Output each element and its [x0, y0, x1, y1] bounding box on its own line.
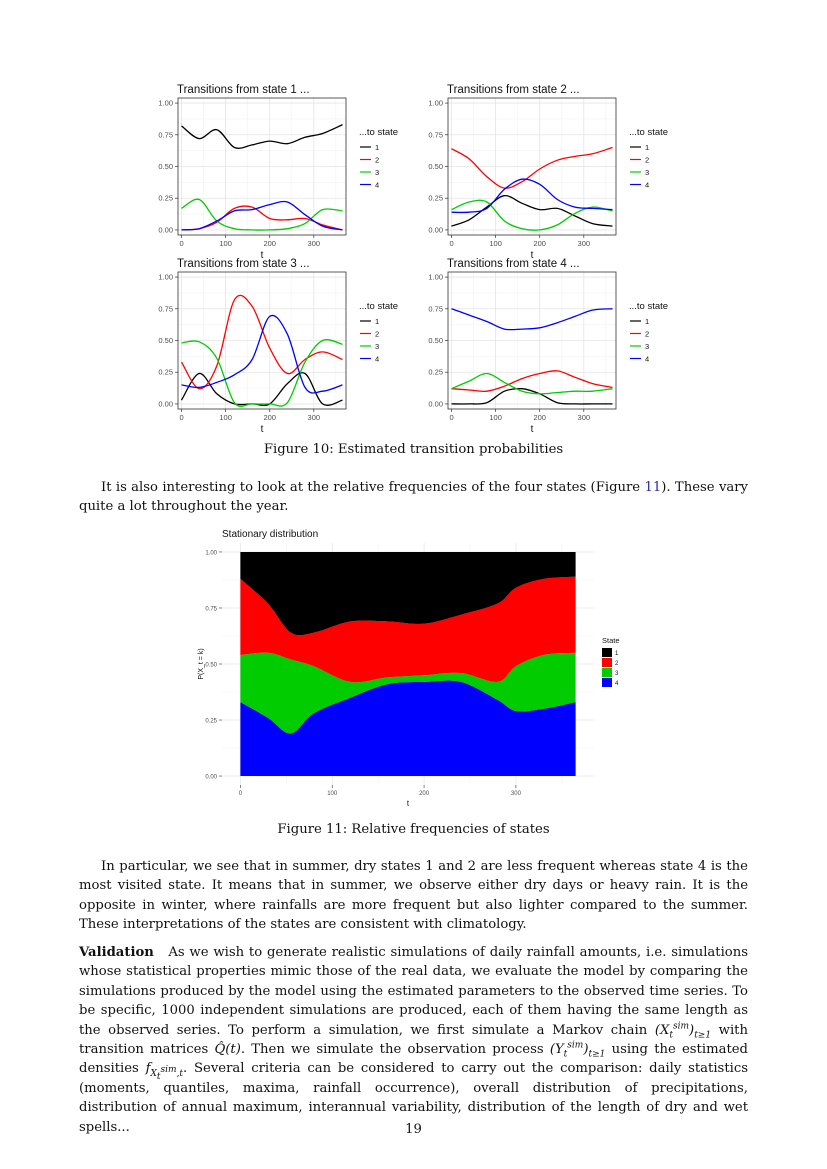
y-tick-label: 0.25	[205, 718, 217, 725]
legend-label-1: 1	[645, 143, 650, 152]
y-tick-label: 0.25	[158, 367, 173, 377]
x-tick-label: 100	[489, 413, 502, 422]
x-tick-label: 100	[489, 239, 502, 248]
y-tick-label: 0.50	[158, 336, 173, 345]
legend-title: State	[602, 636, 620, 645]
paragraph-intro-fig11: It is also interesting to look at the relative frequencies of the four states (Figure 11). These vary quite a lot throughout the year.	[79, 480, 749, 515]
y-tick-label: 0.25	[428, 193, 443, 203]
x-tick-label: 0	[179, 413, 184, 422]
legend-key-3	[602, 668, 612, 677]
y-tick-label: 0.25	[158, 193, 173, 203]
legend-key-1	[602, 648, 612, 657]
chart-title: Stationary distribution	[222, 529, 319, 540]
y-tick-label: 1.00	[428, 98, 443, 108]
panel-title: Transitions from state 2 ...	[447, 84, 580, 96]
y-tick-label: 1.00	[205, 550, 217, 557]
legend-title: ...to state	[629, 127, 669, 138]
validation-heading: Validation	[79, 945, 154, 960]
legend-title: ...to state	[359, 127, 399, 138]
y-tick-label: 0.75	[428, 130, 443, 140]
x-axis-label: t	[530, 250, 534, 261]
figure-11-ref[interactable]: 11	[644, 480, 662, 495]
x-tick-label: 200	[533, 413, 546, 422]
legend-label-3: 3	[375, 342, 380, 351]
figure-11	[0, 525, 827, 815]
legend-key-2	[602, 658, 612, 667]
legend-label-1: 1	[375, 317, 380, 326]
y-tick-label: 0.50	[428, 336, 443, 345]
stationary-distribution-chart	[198, 529, 620, 808]
panel-title: Transitions from state 1 ...	[177, 84, 310, 96]
figure-10-caption: Figure 10: Estimated transition probabilities	[263, 442, 564, 457]
y-tick-label: 0.75	[158, 130, 173, 140]
legend-label-4: 4	[615, 681, 619, 687]
figure-11-caption: Figure 11: Relative frequencies of states	[277, 822, 550, 837]
x-tick-label: 200	[263, 239, 276, 248]
paragraph-seasonal-interpretation: In particular, we see that in summer, dry states 1 and 2 are less frequent whereas state 4 is the most visited state. It means that in summer, we observe either dry days or heavy rain. It is the opposite in winter, where rainfalls are more frequent but also lighter compared to the summer. These interpretations of the states are consistent with climatology.	[79, 859, 748, 933]
x-tick-label: 200	[263, 413, 276, 422]
legend-label-2: 2	[375, 329, 380, 339]
legend-label-4: 4	[645, 180, 650, 190]
x-tick-label: 300	[577, 413, 591, 422]
y-tick-label: 0.00	[205, 774, 217, 781]
legend-label-3: 3	[375, 168, 380, 177]
legend-label-2: 2	[615, 661, 619, 667]
panel-title: Transitions from state 4 ...	[447, 258, 580, 270]
x-axis-label: t	[260, 424, 264, 435]
legend-label-3: 3	[645, 168, 650, 177]
x-tick-label: 300	[510, 791, 521, 797]
legend-label-2: 2	[645, 329, 650, 339]
x-tick-label: 200	[419, 791, 430, 797]
legend-label-2: 2	[645, 155, 650, 165]
x-tick-label: 0	[449, 413, 454, 422]
x-tick-label: 100	[327, 791, 338, 797]
transition-panel-1	[158, 84, 398, 261]
legend-label-3: 3	[645, 342, 650, 351]
transition-panel-2	[428, 84, 668, 261]
x-tick-label: 300	[577, 239, 591, 248]
page-number: 19	[405, 1122, 422, 1137]
y-tick-label: 0.25	[428, 367, 443, 377]
transition-panel-4	[428, 258, 668, 435]
x-axis-label: t	[260, 250, 264, 261]
y-tick-label: 0.50	[205, 662, 217, 669]
panel-title: Transitions from state 3 ...	[177, 258, 310, 270]
legend-key-4	[602, 678, 612, 687]
legend-label-3: 3	[615, 671, 619, 677]
y-tick-label: 0.50	[428, 162, 443, 171]
x-tick-label: 300	[307, 413, 321, 422]
legend-label-4: 4	[375, 180, 380, 190]
legend-title: ...to state	[629, 301, 669, 312]
figure-10	[0, 75, 827, 505]
legend-label-1: 1	[645, 317, 650, 326]
x-axis-label: t	[406, 799, 410, 808]
legend-label-2: 2	[375, 155, 380, 165]
y-tick-label: 1.00	[428, 272, 443, 282]
y-tick-label: 0.50	[158, 162, 173, 171]
x-tick-label: 100	[219, 239, 232, 248]
y-axis-label: P(X_t = k)	[198, 648, 205, 680]
x-tick-label: 300	[307, 239, 321, 248]
y-tick-label: 0.00	[428, 225, 443, 235]
x-tick-label: 200	[533, 239, 546, 248]
y-tick-label: 0.75	[428, 304, 443, 314]
paragraph-validation: Validation As we wish to generate realistic simulations of daily rainfall amounts, i.e. simulations whose statistical properties mimic those of the real data, we evaluate the model by comparing the simulations produced by the model using the estimated parameters to the observed time series. To be specific, 1000 independent simulations are produced, each of them having the same length as the observed series. To perform a simulation, we first simulate a Markov chain $(X_t^{sim})_{t\ge 1}$ with transition matrices Q̂(t). Then we simulate the observation process $(Y_t^{sim})_{t\ge 1}$ using the estimated densities $f_{X_t^{sim},t}$. Several criteria can be considered to carry out the comparison: daily statistics (moments, quantiles, maxima, rainfall occurrence), overall distribution of precipitations, distribution of annual maximum, interannual variability, distribution of the length of dry and wet spells...	[79, 945, 749, 1135]
x-tick-label: 100	[219, 413, 232, 422]
x-axis-label: t	[530, 424, 534, 435]
y-tick-label: 0.00	[158, 399, 173, 409]
y-tick-label: 0.75	[158, 304, 173, 314]
y-tick-label: 0.00	[428, 399, 443, 409]
x-tick-label: 0	[238, 791, 243, 797]
transition-panel-3	[158, 258, 398, 435]
legend-label-4: 4	[375, 354, 380, 364]
y-tick-label: 1.00	[158, 98, 173, 108]
y-tick-label: 1.00	[158, 272, 173, 282]
legend-label-1: 1	[375, 143, 380, 152]
legend-label-1: 1	[615, 651, 619, 657]
x-tick-label: 0	[179, 239, 184, 248]
legend-title: ...to state	[359, 301, 399, 312]
legend-label-4: 4	[645, 354, 650, 364]
y-tick-label: 0.00	[158, 225, 173, 235]
y-tick-label: 0.75	[205, 606, 217, 613]
x-tick-label: 0	[449, 239, 454, 248]
